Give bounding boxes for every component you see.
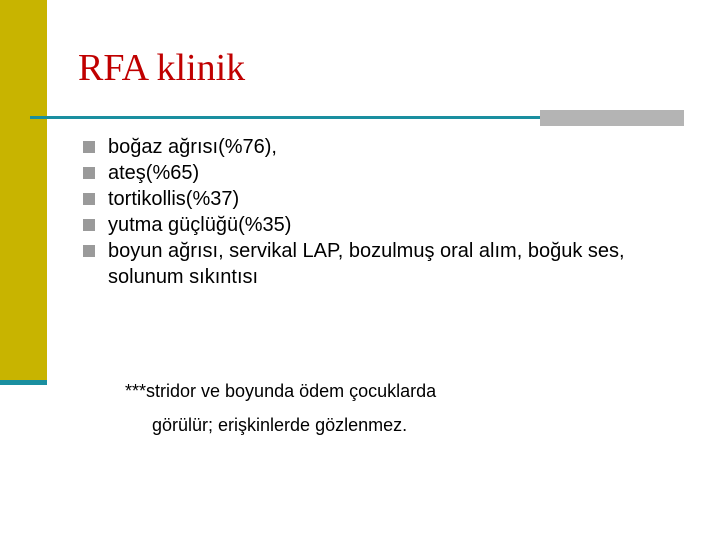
title-rule-accent — [540, 110, 684, 126]
sidebar-divider — [0, 380, 47, 385]
bullet-item — [83, 186, 683, 212]
bullet-text: ateş(%65) — [108, 162, 200, 184]
square-bullet-icon — [83, 193, 95, 205]
square-bullet-icon — [83, 219, 95, 231]
square-bullet-icon — [83, 245, 95, 257]
square-bullet-icon — [83, 167, 95, 179]
square-bullet-icon — [83, 141, 95, 153]
bullet-text: boğaz ağrısı(%76), — [108, 136, 277, 158]
bullet-text: yutma güçlüğü(%35) — [108, 214, 292, 236]
bullet-item — [83, 160, 683, 186]
bullet-item — [83, 238, 683, 290]
decorative-sidebar — [0, 0, 47, 380]
bullet-item — [83, 212, 683, 238]
footnote-line-2: görülür; erişkinlerde gözlenmez. — [152, 415, 408, 435]
footnote-line-1: ***stridor ve boyunda ödem çocuklarda — [125, 381, 437, 401]
footnote — [125, 374, 436, 442]
bullet-text: boyun ağrısı, servikal LAP, bozulmuş oral alım, boğuk ses, solunum sıkıntısı — [108, 240, 625, 288]
bullet-text: tortikollis(%37) — [108, 188, 240, 210]
slide-title: RFA klinik — [78, 47, 246, 89]
bullet-list — [83, 134, 683, 290]
bullet-item — [83, 134, 683, 160]
